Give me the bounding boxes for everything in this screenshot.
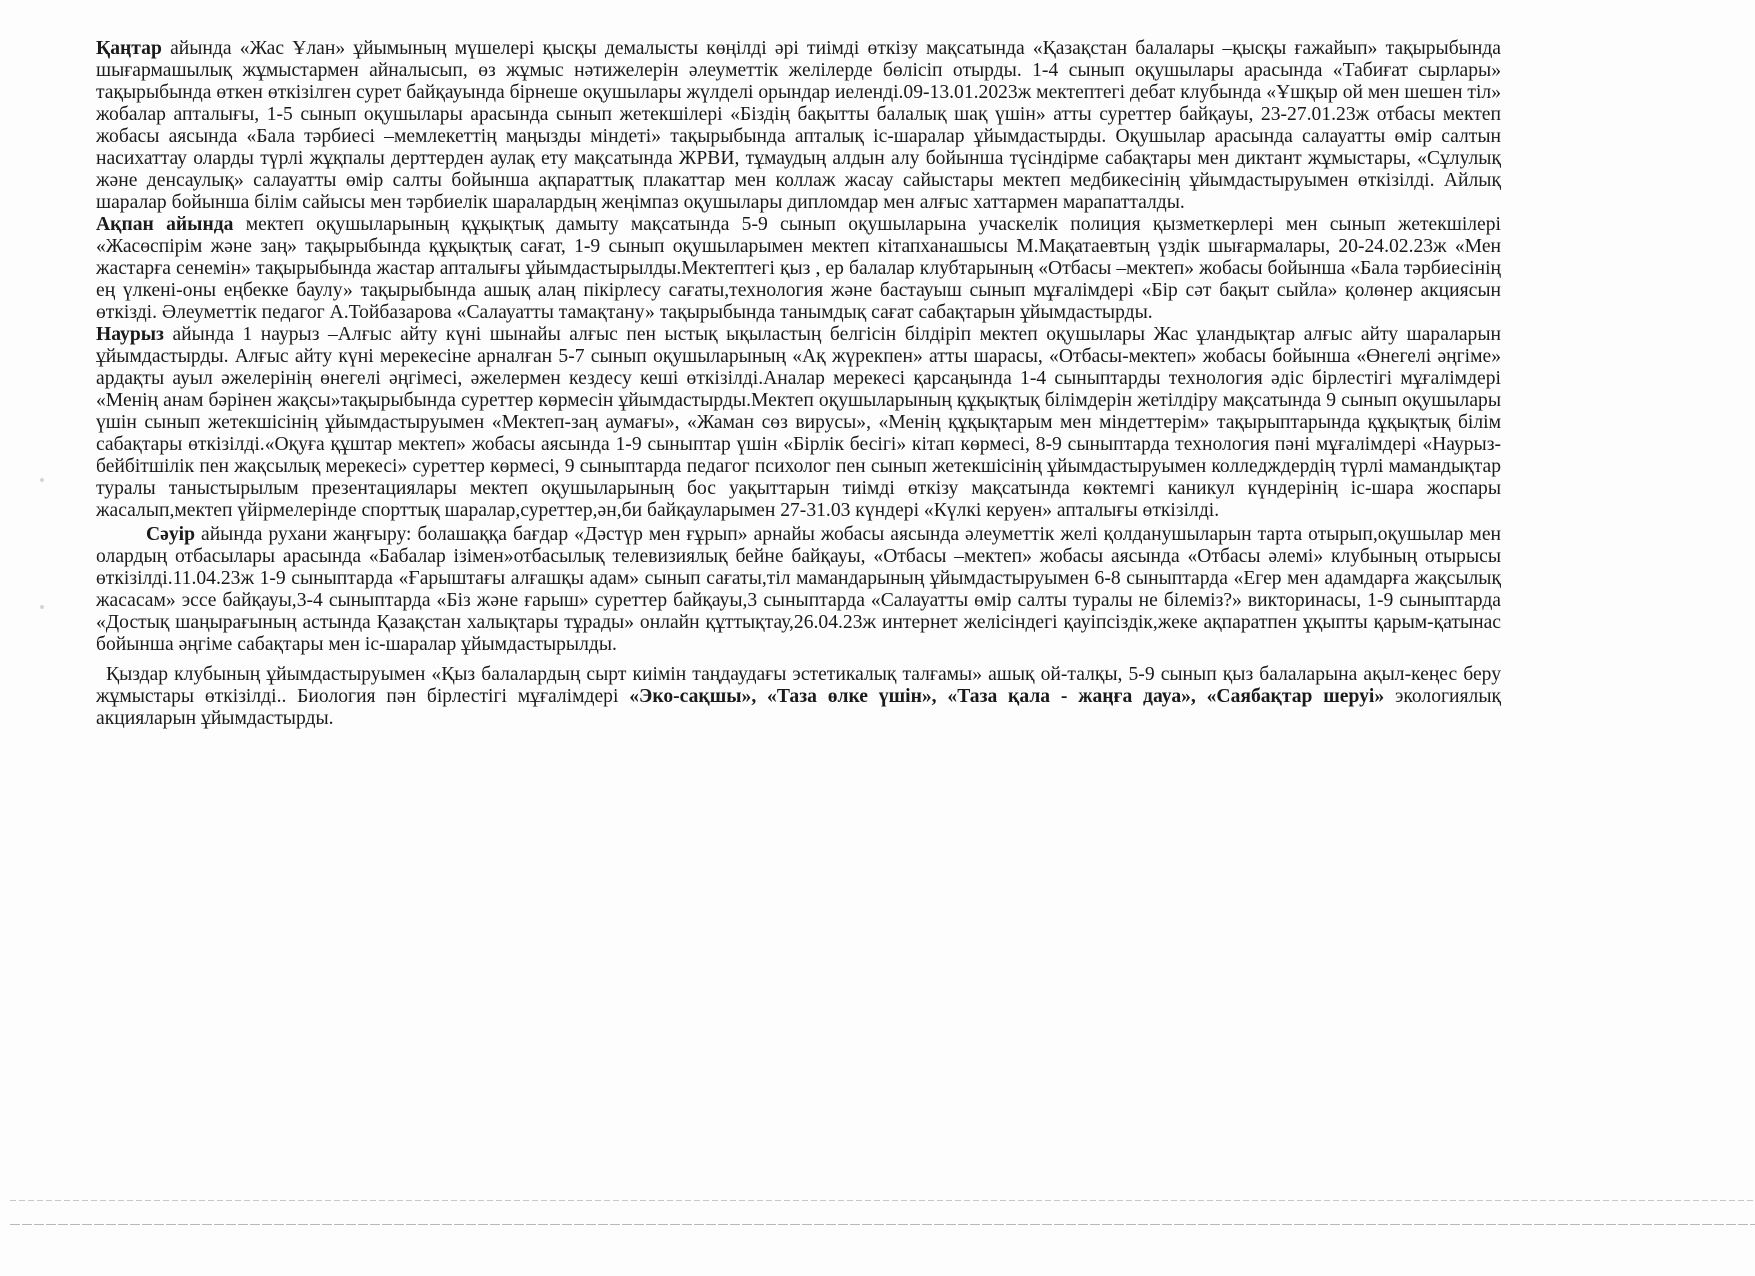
month-heading-qantar: Қаңтар — [96, 38, 162, 59]
scan-speck — [40, 478, 44, 482]
paragraph-qyzdar-tail: экологиялық акцияларын ұйымдастырды. — [96, 686, 1501, 729]
month-heading-nauryz: Наурыз — [96, 324, 164, 345]
paragraph-qyzdar-text: Қыздар клубының ұйымдастыруымен «Қыз балалардың сырт киімін таңдаудағы эстетикалық талғамы» ашық ой-талқы, 5-9 сынып қыз балаларына ақыл-кеңес беру жұмыстары өткізілді.. Биология пән бірлестігі мұғалімдері — [96, 664, 1501, 707]
document-body — [96, 38, 1501, 730]
paragraph-qyzdar-club — [96, 664, 1501, 730]
paragraph-saur — [96, 524, 1501, 656]
scan-artifact-line — [10, 1200, 1755, 1201]
paragraph-nauryz-text: айында 1 наурыз –Алғыс айту күні шынайы алғыс пен ыстық ықыластың белгісін білдіріп мектеп оқушылары Жас ұландықтар алғыс айту шараларын ұйымдастырды. Алғыс айту күні мерекесіне арналған 5-7 сынып оқушыларының «Ақ жүрекпен» атты шарасы, «Отбасы-мектеп» жобасы бойынша «Өнегелі әңгіме» ардақты ауыл әжелерінің өнегелі әңгімесі, әжелермен кездесу кеші өткізілді.Аналар мерекесі қарсаңында 1-4 сыныптарды технология әдіс бірлестігі мұғалімдері «Менің анам бәрінен жақсы»тақырыбында суреттер көрмесін ұйымдастырды.Мектеп оқушыларының құқықтық білімдерін жетілдіру мақсатында 9 сынып оқушылары үшін сынып жетекшісінің ұйымдастыруымен «Мектеп-заң аумағы», «Жаман сөз вирусы», «Менің құқықтарым мен міндеттерім» тақырыптарында құқықтық білім сабақтары өткізілді.«Оқуға құштар мектеп» жобасы аясында 1-9 сыныптар үшін «Бірлік бесігі» кітап көрмесі, 8-9 сыныптарда технология пәні мұғалімдері «Наурыз-бейбітшілік пен жақсылық мерекесі» суреттер көрмесі, 9 сыныптарда педагог психолог пен сынып жетекшісінің ұйымдастыруымен колледждердің түрлі мамандықтар туралы таныстырылым презентациялары мектеп оқушыларының бос уақыттарын тиімді өткізу мақсатында көктемгі каникул күндерінің іс-шара жоспары жасалып,мектеп үйірмелерінде спорттық шаралар,суреттер,ән,би байқауларымен 27-31.03 күндері «Күлкі керуен» апталығы өткізілді. — [96, 324, 1501, 521]
month-heading-aqpan: Ақпан айында — [96, 214, 234, 235]
scan-speck — [40, 605, 44, 609]
paragraph-qantar — [96, 38, 1501, 214]
month-heading-saur: Сәуір — [146, 524, 195, 545]
paragraph-qantar-text: айында «Жас Ұлан» ұйымының мүшелері қысқы демалысты көңілді әрі тиімді өткізу мақсатында «Қазақстан балалары –қысқы ғажайып» тақырыбында шығармашылық жұмыстармен айналысып, өз жұмыс нәтижелерін әлеуметтік желілерде бөлісіп отырды. 1-4 сынып оқушылары арасында «Табиғат сырлары» тақырыбында өткен өткізілген сурет байқауында бірнеше оқушылары жүлделі орындар иеленді.09-13.01.2023ж мектептегі дебат клубында «Ұшқыр ой мен шешен тіл» жобалар апталығы, 1-5 сынып оқушылары арасында сынып жетекшілері «Біздің бақытты балалық шақ үшін» атты суреттер байқауы, 23-27.01.23ж отбасы мектеп жобасы аясында «Бала тәрбиесі –мемлекеттің маңызды міндеті» тақырыбында апталық іс-шаралар ұйымдастырды. Оқушылар арасында салауатты өмір салтын насихаттау оларды түрлі жұқпалы дерттерден аулақ ету мақсатында ЖРВИ, тұмаудың алдын алу бойынша түсіндірме сабақтары мен диктант жұмыстары, «Сұлулық және денсаулық» салауатты өмір салты бойынша ақпараттық плакаттар мен коллаж жасау сайыстары мектеп медбикесінің ұйымдастыруымен өткізілді. Айлық шаралар бойынша білім сайысы мен тәрбиелік шаралардың жеңімпаз оқушылары дипломдар мен алғыс хаттармен марапатталды. — [96, 38, 1501, 213]
scan-artifact-line — [10, 1224, 1755, 1225]
paragraph-saur-text: айында рухани жаңғыру: болашаққа бағдар «Дәстүр мен ғұрып» арнайы жобасы аясында әлеуметтік желі қолданушыларын тарта отырып,оқушылар мен олардың отбасылары арасында «Бабалар ізімен»отбасылық телевизиялық бейне байқауы, «Отбасы –мектеп» жобасы аясында «Отбасы әлемі» клубының отырысы өткізілді.11.04.23ж 1-9 сыныптарда «Ғарыштағы алғашқы адам» сынып сағаты,тіл мамандарының ұйымдастыруымен 6-8 сыныптарда «Егер мен адамдарға жақсылық жасасам» эссе байқауы,3-4 сыныптарда «Біз және ғарыш» суреттер байқауы,3 сыныптарда «Салауатты өмір салты туралы не білеміз?» викторинасы, 1-9 сыныптарда «Достық шаңырағының астында Қазақстан халықтары тұрады» онлайн құттықтау,26.04.23ж интернет желісіндегі қауіпсіздік,жеке ақпаратпен ұқыпты қарым-қатынас бойынша әңгіме сабақтары мен іс-шаралар ұйымдастырылды. — [96, 524, 1501, 655]
paragraph-nauryz — [96, 324, 1501, 522]
paragraph-aqpan-text: мектеп оқушыларының құқықтық дамыту мақсатында 5-9 сынып оқушыларына учаскелік полиция қызметкерлері мен сынып жетекшілері «Жасөспірім және заң» тақырыбында құқықтық сағат, 1-9 сынып оқушыларымен мектеп кітапханашысы М.Мақатаевтың үздік шығармалары, 20-24.02.23ж «Мен жастарға сенемін» тақырыбында жастар апталығы ұйымдастырылды.Мектептегі қыз , ер балалар клубтарының «Отбасы –мектеп» жобасы бойынша «Бала тәрбиесінің ең үлкені-оны еңбекке баулу» тақырыбында ашық алаң пікірлесу сағаты,технология және бастауыш сынып мұғалімдері «Бір сәт бақыт сыйла» қолөнер акциясын өткізді. Әлеуметтік педагог А.Тойбазарова «Салауатты тамақтану» тақырыбында танымдық сағат сабақтарын ұйымдастырды. — [96, 214, 1501, 323]
paragraph-aqpan — [96, 214, 1501, 324]
eco-actions-list: «Эко-сақшы», «Таза өлке үшін», «Таза қала - жаңға дауа», «Саябақтар шеруі» — [629, 686, 1385, 707]
